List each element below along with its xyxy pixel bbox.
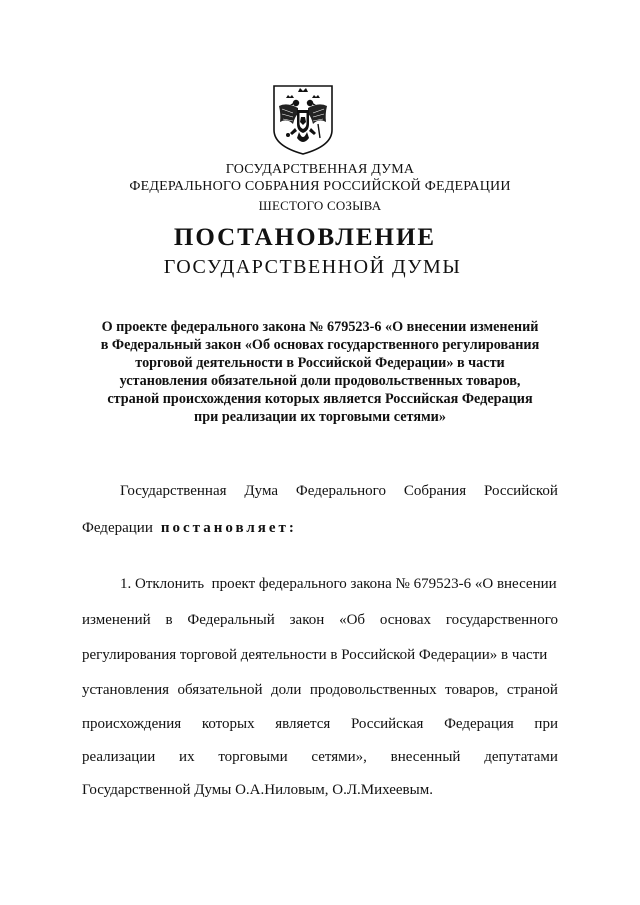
coat-of-arms-icon: [271, 84, 335, 156]
item-text: регулирования торговой деятельности в Российской Федерации» в части: [82, 647, 548, 663]
subject-line: в Федеральный закон «Об основах государственного регулирования: [100, 337, 540, 353]
item-1-line: [82, 612, 558, 629]
item-word: продовольственных: [309, 682, 437, 698]
item-word: обязательной: [177, 682, 263, 698]
item-word: Федеральный: [187, 612, 275, 628]
item-word: внесенный: [390, 749, 461, 765]
item-word: в: [165, 612, 173, 628]
subject-line: торговой деятельности в Российской Федерации» в части: [135, 355, 505, 371]
header-line-duma: ГОСУДАРСТВЕННАЯ ДУМА: [225, 162, 415, 177]
document-subtitle: ГОСУДАРСТВЕННОЙ ДУМЫ: [163, 256, 462, 278]
subject-line: при реализации их торговыми сетями»: [194, 409, 446, 425]
item-word: сетями»,: [311, 749, 367, 765]
item-word: реализации: [82, 749, 156, 765]
item-word: происхождения: [82, 716, 182, 732]
item-word: при: [534, 716, 558, 732]
item-1-line: [82, 716, 558, 733]
item-1-line: [82, 749, 558, 766]
item-1-line: [120, 576, 558, 593]
item-text: 1. Отклонить проект федерального закона № 679523-6 «О внесении: [120, 576, 557, 592]
subject-line: установления обязательной доли продовольственных товаров,: [119, 373, 521, 389]
item-word: депутатами: [484, 749, 558, 765]
item-text: Государственной Думы О.А.Ниловым, О.Л.Михеевым.: [82, 782, 433, 798]
preamble-word: Государственная: [120, 483, 227, 499]
item-word: закон: [289, 612, 325, 628]
item-word: является: [275, 716, 331, 732]
document-title: ПОСТАНОВЛЕНИЕ: [173, 224, 437, 251]
preamble-line-1: [120, 483, 558, 500]
item-word: установления: [82, 682, 170, 698]
item-word: Федерация: [444, 716, 514, 732]
item-word: страной: [506, 682, 558, 698]
preamble-line-2: [82, 520, 558, 537]
item-word: основах: [379, 612, 431, 628]
subject-line: страной происхождения которых является Российская Федерация: [107, 391, 533, 407]
item-word: которых: [201, 716, 255, 732]
preamble-word: Собрания: [403, 483, 467, 499]
preamble-verb: постановляет:: [160, 520, 297, 536]
item-1-line: [82, 682, 558, 699]
item-word: их: [179, 749, 195, 765]
item-word: «Об: [339, 612, 366, 628]
preamble-word: Федерации: [82, 520, 153, 536]
preamble-word: Федерального: [295, 483, 386, 499]
item-word: Российская: [350, 716, 424, 732]
item-word: изменений: [82, 612, 151, 628]
item-1-line: [82, 782, 558, 799]
preamble-word: Российской: [484, 483, 558, 499]
subject-line: О проекте федерального закона № 679523-6 «О внесении изменений: [101, 319, 539, 335]
item-word: торговыми: [218, 749, 288, 765]
subject-block: [80, 318, 560, 426]
item-1-line: [82, 647, 558, 664]
item-word: доли: [270, 682, 302, 698]
header-line-convocation: ШЕСТОГО СОЗЫВА: [258, 198, 382, 213]
item-word: товаров,: [445, 682, 499, 698]
header-line-assembly: ФЕДЕРАЛЬНОГО СОБРАНИЯ РОССИЙСКОЙ ФЕДЕРАЦИИ: [129, 179, 511, 194]
item-word: государственного: [445, 612, 558, 628]
preamble-word: Дума: [244, 483, 279, 499]
